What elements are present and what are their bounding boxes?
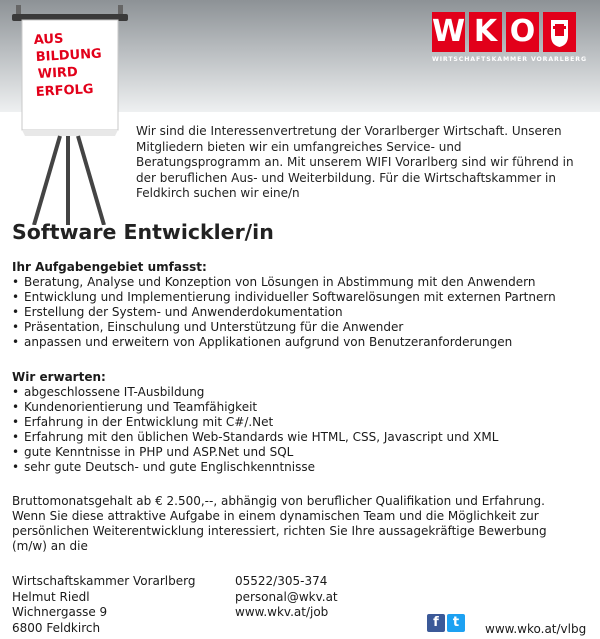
expectation-item: • abgeschlossene IT-Ausbildung — [12, 385, 592, 400]
flipchart-illustration — [0, 0, 140, 225]
footer-url[interactable]: www.wko.at/vlbg — [485, 622, 587, 636]
logo-subtitle: WIRTSCHAFTSKAMMER VORARLBERG — [432, 56, 587, 63]
tasks-section — [12, 260, 592, 350]
contact-email[interactable]: personal@wkv.at — [235, 589, 338, 604]
tasks-list — [12, 275, 592, 350]
facebook-icon[interactable]: f — [427, 614, 445, 632]
flipchart-line-3: WIRD — [37, 64, 79, 82]
contact-address-line: Helmut Riedl — [12, 589, 90, 604]
flipchart-line-2: BILDUNG — [35, 46, 103, 65]
expectation-item: • Erfahrung in der Entwicklung mit C#/.Net — [12, 415, 592, 430]
contact-address-line: Wirtschaftskammer Vorarlberg — [12, 574, 196, 588]
tasks-heading: Ihr Aufgabengebiet umfasst: — [12, 260, 207, 274]
contact-address — [12, 574, 195, 636]
logo-letter-k: K — [469, 12, 502, 52]
expectation-item: • Erfahrung mit den üblichen Web-Standards wie HTML, CSS, Javascript und XML — [12, 430, 592, 445]
contact-phone[interactable]: 05522/305-374 — [235, 574, 328, 588]
job-title: Software Entwickler/in — [12, 220, 274, 244]
flipchart-line-4: ERFOLG — [35, 81, 94, 100]
salary-text: Bruttomonatsgehalt ab € 2.500,--, abhängig von beruflicher Qualifikation und Erfahrung. Wenn Sie diese attraktive Aufgabe in einem dynamischen Team und die Möglichkeit zur persönlichen Weiterentwicklung interessiert, richten Sie Ihre aussagekräftige Bewerbung (m/w) an die — [12, 494, 547, 553]
expectations-heading: Wir erwarten: — [12, 370, 106, 384]
social-icons — [427, 611, 467, 632]
coat-of-arms-icon — [543, 12, 576, 52]
contact-address-line: 6800 Feldkirch — [12, 620, 101, 635]
logo-letter-w: W — [432, 12, 465, 52]
intro-text: Wir sind die Interessenvertretung der Vorarlberger Wirtschaft. Unseren Mitgliedern bieten wir ein umfangreiches Service- und Beratungsprogramm an. Mit unserem WIFI Vorarlberg sind wir führend in der beruflichen Aus- und Weiterbildung. Für die Wirtschaftskammer in Feldkirch suchen wir eine/n — [136, 124, 574, 200]
wko-logo — [432, 12, 590, 68]
contact-address-line: Wichnergasse 9 — [12, 605, 108, 619]
contact-details — [235, 574, 338, 621]
logo-letter-o: O — [506, 12, 539, 52]
task-item: • anpassen und erweitern von Applikationen aufgrund von Benutzeranforderungen — [12, 335, 592, 350]
task-item: • Präsentation, Einschulung und Unterstützung für die Anwender — [12, 320, 592, 335]
flipchart-line-1: AUS — [33, 31, 64, 48]
expectation-item: • sehr gute Deutsch- und gute Englischkenntnisse — [12, 460, 592, 475]
task-item: • Beratung, Analyse und Konzeption von Lösungen in Abstimmung mit den Anwendern — [12, 275, 592, 290]
task-item: • Erstellung der System- und Anwenderdokumentation — [12, 305, 592, 320]
expectation-item: • gute Kenntnisse in PHP und ASP.Net und SQL — [12, 445, 592, 460]
expectations-list — [12, 385, 592, 475]
twitter-icon[interactable]: t — [447, 614, 465, 632]
expectations-section — [12, 370, 592, 475]
task-item: • Entwicklung und Implementierung individueller Softwarelösungen mit externen Partnern — [12, 290, 592, 305]
expectation-item: • Kundenorientierung und Teamfähigkeit — [12, 400, 592, 415]
contact-jobs-link[interactable]: www.wkv.at/job — [235, 605, 329, 619]
